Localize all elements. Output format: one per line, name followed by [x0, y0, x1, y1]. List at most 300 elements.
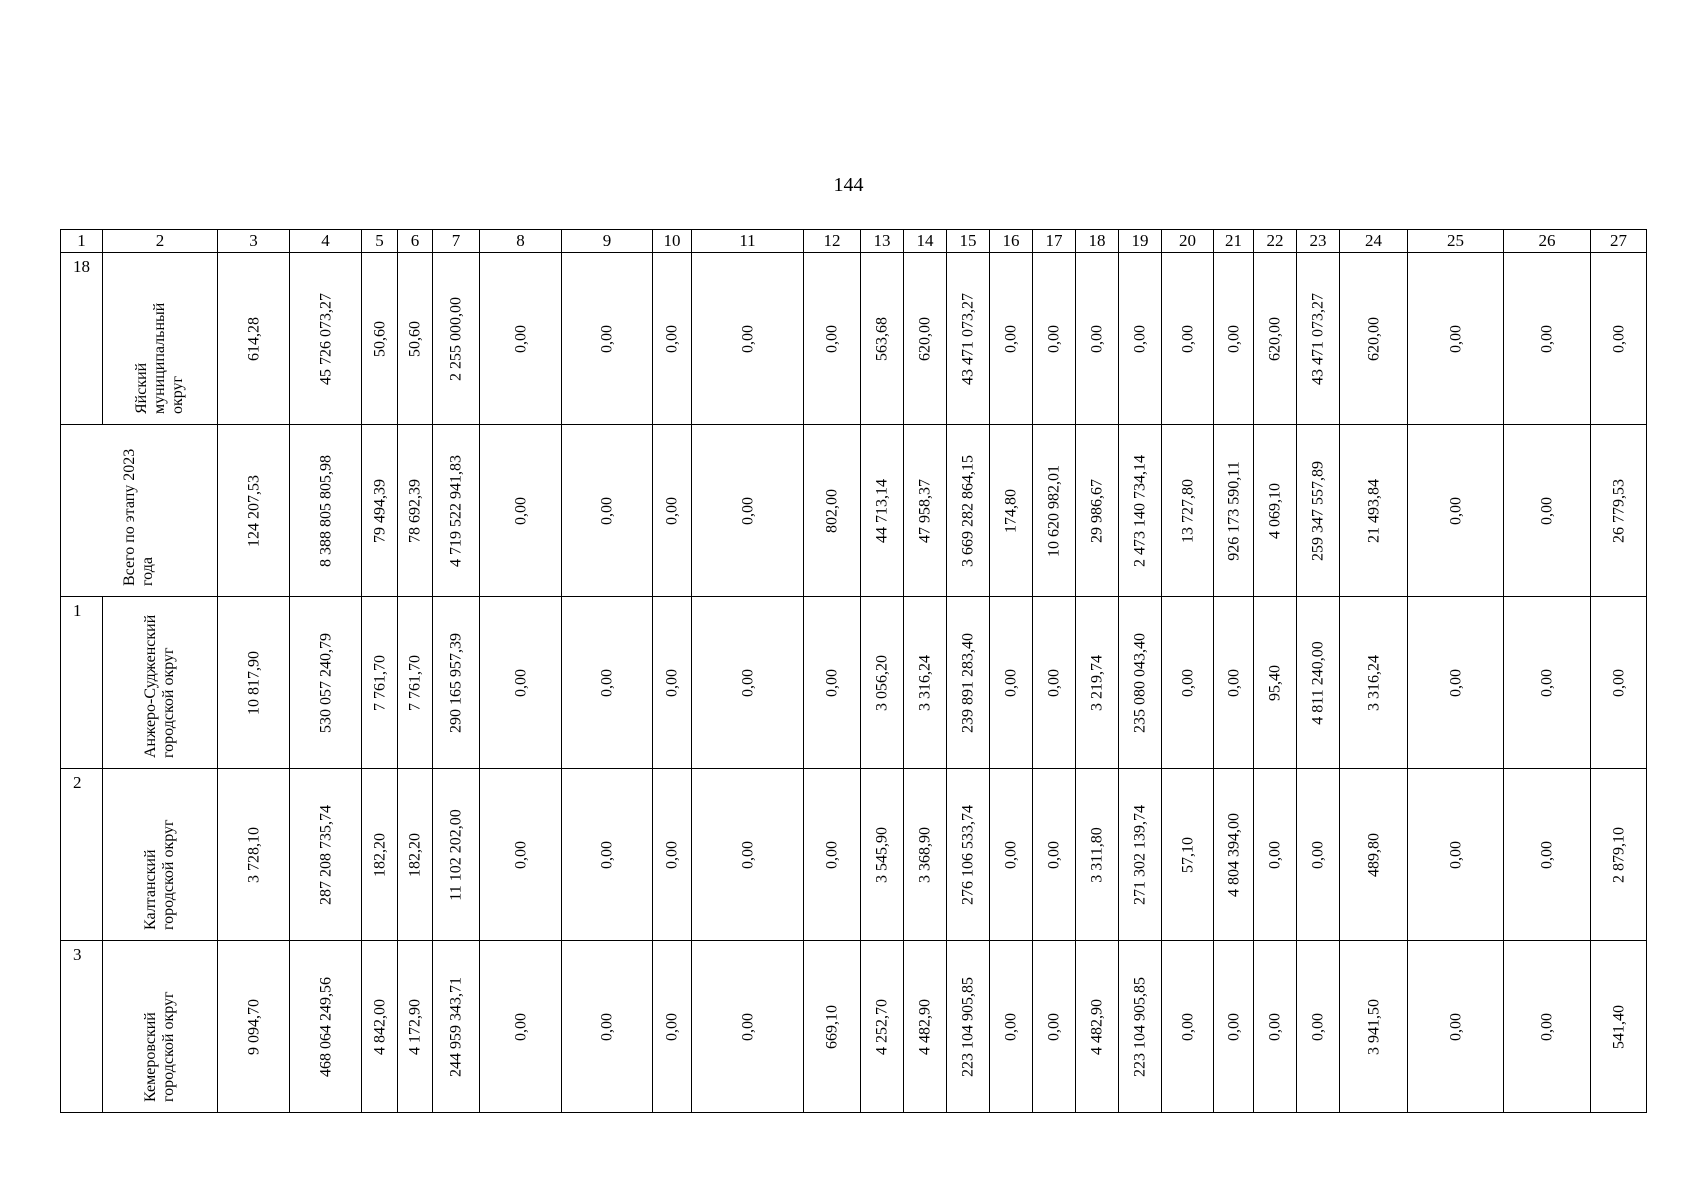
value-cell	[1162, 425, 1214, 597]
cell-value: 9 094,70	[245, 998, 262, 1055]
column-number-header: 9	[562, 230, 653, 253]
cell-value: 0,00	[1225, 668, 1242, 697]
value-cell	[990, 597, 1033, 769]
total-label: Всего по этапу 2023 года	[121, 448, 156, 586]
value-cell	[1340, 941, 1408, 1113]
cell-value: 4 069,10	[1266, 482, 1284, 539]
value-cell	[562, 597, 653, 769]
value-cell	[1408, 425, 1504, 597]
cell-value: 0,00	[1309, 840, 1327, 869]
cell-value: 2 879,10	[1610, 826, 1627, 883]
value-cell	[1591, 597, 1647, 769]
value-cell	[1408, 597, 1504, 769]
municipality-name: Калтанский городской округ	[142, 818, 177, 930]
cell-value: 223 104 905,85	[1131, 976, 1149, 1077]
cell-value: 44 713,14	[873, 478, 891, 543]
cell-value: 0,00	[1045, 324, 1063, 353]
row-number: 1	[73, 601, 82, 620]
column-number-header: 4	[290, 230, 362, 253]
cell-value: 57,10	[1179, 836, 1196, 873]
value-cell	[653, 253, 692, 425]
cell-value: 244 959 343,71	[447, 976, 465, 1077]
value-cell	[218, 941, 290, 1113]
column-number-header: 27	[1591, 230, 1647, 253]
value-cell	[1033, 941, 1076, 1113]
column-number-header: 25	[1408, 230, 1504, 253]
value-cell	[947, 425, 990, 597]
cell-value: 0,00	[1225, 324, 1242, 353]
cell-value: 614,28	[245, 316, 262, 361]
value-cell	[218, 597, 290, 769]
value-cell	[1340, 769, 1408, 941]
value-cell	[1297, 769, 1340, 941]
cell-value: 7 761,70	[406, 654, 424, 711]
value-cell	[480, 597, 562, 769]
value-cell	[1119, 769, 1162, 941]
value-cell	[562, 253, 653, 425]
column-number-header: 11	[692, 230, 804, 253]
municipality-name-cell	[103, 941, 218, 1113]
cell-value: 530 057 240,79	[317, 632, 334, 733]
value-cell	[562, 769, 653, 941]
value-cell	[692, 941, 804, 1113]
value-cell	[1504, 253, 1591, 425]
cell-value: 174,80	[1002, 488, 1020, 533]
cell-value: 0,00	[1538, 668, 1556, 697]
column-number-header: 21	[1214, 230, 1254, 253]
value-cell	[1162, 941, 1214, 1113]
cell-value: 0,00	[663, 1012, 681, 1041]
row-number: 18	[73, 257, 90, 276]
value-cell	[1033, 597, 1076, 769]
municipality-name: Кемеровский городской округ	[142, 990, 177, 1102]
cell-value: 0,00	[739, 668, 756, 697]
municipality-name-cell	[103, 769, 218, 941]
cell-value: 259 347 557,89	[1309, 460, 1327, 561]
value-cell	[1119, 425, 1162, 597]
column-number-header: 6	[398, 230, 433, 253]
value-cell	[1591, 425, 1647, 597]
value-cell	[1408, 253, 1504, 425]
cell-value: 0,00	[1179, 1012, 1196, 1041]
cell-value: 287 208 735,74	[317, 804, 334, 905]
value-cell	[1076, 425, 1119, 597]
value-cell	[990, 941, 1033, 1113]
value-cell	[1297, 425, 1340, 597]
table-row	[61, 597, 1647, 769]
value-cell	[362, 941, 398, 1113]
municipality-name-cell	[103, 597, 218, 769]
value-cell	[218, 769, 290, 941]
value-cell	[1119, 597, 1162, 769]
row-number-cell	[61, 253, 103, 425]
cell-value: 4 811 240,00	[1309, 640, 1327, 725]
cell-value: 95,40	[1266, 664, 1284, 701]
cell-value: 0,00	[1179, 324, 1196, 353]
value-cell	[904, 425, 947, 597]
column-number-header: 20	[1162, 230, 1214, 253]
cell-value: 0,00	[739, 840, 756, 869]
value-cell	[904, 253, 947, 425]
value-cell	[692, 253, 804, 425]
cell-value: 124 207,53	[245, 474, 262, 547]
cell-value: 50,60	[406, 320, 424, 357]
value-cell	[433, 941, 480, 1113]
value-cell	[1214, 941, 1254, 1113]
municipality-name-cell	[103, 253, 218, 425]
cell-value: 0,00	[1179, 668, 1196, 697]
column-number-header: 24	[1340, 230, 1408, 253]
value-cell	[480, 941, 562, 1113]
value-cell	[433, 425, 480, 597]
cell-value: 0,00	[598, 1012, 616, 1041]
cell-value: 620,00	[916, 316, 934, 361]
data-table	[60, 229, 1647, 1113]
cell-value: 0,00	[1045, 840, 1063, 869]
cell-value: 0,00	[1309, 1012, 1327, 1041]
column-number-header: 2	[103, 230, 218, 253]
cell-value: 29 986,67	[1088, 478, 1106, 543]
value-cell	[1504, 941, 1591, 1113]
value-cell	[362, 425, 398, 597]
cell-value: 0,00	[1225, 1012, 1242, 1041]
cell-value: 0,00	[1538, 496, 1556, 525]
cell-value: 3 316,24	[916, 654, 934, 711]
cell-value: 78 692,39	[406, 478, 424, 543]
value-cell	[562, 941, 653, 1113]
value-cell	[1033, 425, 1076, 597]
cell-value: 2 255 000,00	[447, 296, 465, 381]
cell-value: 0,00	[739, 324, 756, 353]
cell-value: 0,00	[1538, 1012, 1556, 1041]
municipality-name: Яйский муниципальный округ	[133, 302, 186, 414]
value-cell	[362, 769, 398, 941]
cell-value: 669,10	[823, 1004, 841, 1049]
value-cell	[1591, 941, 1647, 1113]
cell-value: 0,00	[598, 496, 616, 525]
value-cell	[1340, 253, 1408, 425]
cell-value: 0,00	[663, 324, 681, 353]
cell-value: 0,00	[1538, 324, 1556, 353]
value-cell	[218, 425, 290, 597]
value-cell	[1591, 769, 1647, 941]
row-number-cell	[61, 769, 103, 941]
value-cell	[1214, 253, 1254, 425]
value-cell	[904, 597, 947, 769]
cell-value: 0,00	[1447, 840, 1464, 869]
value-cell	[861, 597, 904, 769]
cell-value: 0,00	[1266, 1012, 1284, 1041]
value-cell	[1297, 253, 1340, 425]
value-cell	[398, 597, 433, 769]
value-cell	[1504, 425, 1591, 597]
cell-value: 0,00	[1002, 1012, 1020, 1041]
column-number-header: 22	[1254, 230, 1297, 253]
column-number-header: 7	[433, 230, 480, 253]
cell-value: 926 173 590,11	[1225, 460, 1242, 561]
column-number-header: 3	[218, 230, 290, 253]
value-cell	[398, 253, 433, 425]
cell-value: 271 302 139,74	[1131, 804, 1149, 905]
cell-value: 0,00	[1447, 668, 1464, 697]
cell-value: 0,00	[1538, 840, 1556, 869]
page-number: 144	[833, 174, 864, 196]
value-cell	[1297, 597, 1340, 769]
value-cell	[398, 941, 433, 1113]
value-cell	[290, 597, 362, 769]
value-cell	[290, 941, 362, 1113]
cell-value: 43 471 073,27	[959, 292, 977, 385]
cell-value: 8 388 805 805,98	[317, 454, 334, 567]
cell-value: 182,20	[406, 832, 424, 877]
cell-value: 0,00	[598, 840, 616, 869]
cell-value: 290 165 957,39	[447, 632, 465, 733]
value-cell	[1504, 597, 1591, 769]
value-cell	[904, 769, 947, 941]
value-cell	[692, 425, 804, 597]
cell-value: 2 473 140 734,14	[1131, 454, 1149, 567]
column-number-header: 15	[947, 230, 990, 253]
cell-value: 802,00	[823, 488, 841, 533]
value-cell	[1408, 941, 1504, 1113]
column-number-header: 14	[904, 230, 947, 253]
value-cell	[692, 597, 804, 769]
value-cell	[861, 769, 904, 941]
value-cell	[480, 253, 562, 425]
value-cell	[804, 597, 861, 769]
cell-value: 620,00	[1266, 316, 1284, 361]
municipality-name: Анжеро-Судженский городской округ	[142, 614, 177, 758]
value-cell	[947, 769, 990, 941]
value-cell	[804, 941, 861, 1113]
cell-value: 223 104 905,85	[959, 976, 977, 1077]
cell-value: 276 106 533,74	[959, 804, 977, 905]
value-cell	[1119, 941, 1162, 1113]
value-cell	[1076, 941, 1119, 1113]
cell-value: 13 727,80	[1179, 478, 1196, 543]
table-row	[61, 425, 1647, 597]
cell-value: 0,00	[1002, 668, 1020, 697]
cell-value: 0,00	[1447, 324, 1464, 353]
cell-value: 620,00	[1365, 316, 1382, 361]
cell-value: 21 493,84	[1365, 478, 1382, 543]
cell-value: 0,00	[1045, 1012, 1063, 1041]
cell-value: 45 726 073,27	[317, 292, 334, 385]
value-cell	[861, 425, 904, 597]
cell-value: 0,00	[823, 840, 841, 869]
value-cell	[1254, 597, 1297, 769]
cell-value: 0,00	[823, 324, 841, 353]
cell-value: 563,68	[873, 316, 891, 361]
cell-value: 239 891 283,40	[959, 632, 977, 733]
cell-value: 47 958,37	[916, 478, 934, 543]
column-number-header: 26	[1504, 230, 1591, 253]
value-cell	[290, 253, 362, 425]
column-number-header: 8	[480, 230, 562, 253]
cell-value: 0,00	[663, 840, 681, 869]
value-cell	[990, 769, 1033, 941]
value-cell	[1162, 769, 1214, 941]
cell-value: 4 252,70	[873, 998, 891, 1055]
value-cell	[362, 597, 398, 769]
cell-value: 3 056,20	[873, 654, 891, 711]
value-cell	[1408, 769, 1504, 941]
cell-value: 3 219,74	[1088, 654, 1106, 711]
column-number-header: 19	[1119, 230, 1162, 253]
cell-value: 0,00	[663, 496, 681, 525]
cell-value: 4 804 394,00	[1225, 812, 1242, 897]
value-cell	[947, 941, 990, 1113]
cell-value: 0,00	[1610, 668, 1627, 697]
row-number-cell	[61, 941, 103, 1113]
value-cell	[1162, 253, 1214, 425]
value-cell	[1033, 769, 1076, 941]
cell-value: 0,00	[1002, 840, 1020, 869]
column-number-header: 23	[1297, 230, 1340, 253]
column-number-header: 13	[861, 230, 904, 253]
value-cell	[433, 769, 480, 941]
value-cell	[1214, 425, 1254, 597]
table-row	[61, 253, 1647, 425]
cell-value: 0,00	[1002, 324, 1020, 353]
cell-value: 0,00	[512, 496, 529, 525]
value-cell	[861, 253, 904, 425]
value-cell	[1254, 769, 1297, 941]
cell-value: 0,00	[512, 324, 529, 353]
cell-value: 0,00	[1131, 324, 1149, 353]
column-number-header: 5	[362, 230, 398, 253]
column-number-header: 18	[1076, 230, 1119, 253]
cell-value: 3 368,90	[916, 826, 934, 883]
value-cell	[804, 769, 861, 941]
value-cell	[653, 941, 692, 1113]
value-cell	[1076, 253, 1119, 425]
value-cell	[804, 253, 861, 425]
cell-value: 0,00	[1045, 668, 1063, 697]
cell-value: 0,00	[512, 1012, 529, 1041]
cell-value: 0,00	[663, 668, 681, 697]
column-number-header: 10	[653, 230, 692, 253]
value-cell	[653, 769, 692, 941]
cell-value: 3 669 282 864,15	[959, 454, 977, 567]
cell-value: 4 842,00	[371, 998, 388, 1055]
cell-value: 489,80	[1365, 832, 1382, 877]
cell-value: 235 080 043,40	[1131, 632, 1149, 733]
value-cell	[362, 253, 398, 425]
value-cell	[990, 425, 1033, 597]
value-cell	[398, 769, 433, 941]
value-cell	[1033, 253, 1076, 425]
cell-value: 0,00	[1088, 324, 1106, 353]
column-number-header: 16	[990, 230, 1033, 253]
value-cell	[1297, 941, 1340, 1113]
cell-value: 4 482,90	[916, 998, 934, 1055]
value-cell	[1254, 425, 1297, 597]
row-number-cell	[61, 597, 103, 769]
cell-value: 0,00	[739, 1012, 756, 1041]
cell-value: 0,00	[598, 668, 616, 697]
column-number-header: 1	[61, 230, 103, 253]
value-cell	[947, 597, 990, 769]
row-number: 2	[73, 773, 82, 792]
cell-value: 541,40	[1610, 1004, 1627, 1049]
value-cell	[947, 253, 990, 425]
cell-value: 0,00	[598, 324, 616, 353]
value-cell	[433, 597, 480, 769]
cell-value: 50,60	[371, 320, 388, 357]
cell-value: 4 719 522 941,83	[447, 454, 465, 567]
value-cell	[480, 425, 562, 597]
cell-value: 3 311,80	[1088, 826, 1106, 883]
value-cell	[904, 941, 947, 1113]
column-number-header: 17	[1033, 230, 1076, 253]
cell-value: 0,00	[1447, 496, 1464, 525]
table-row	[61, 941, 1647, 1113]
cell-value: 4 172,90	[406, 998, 424, 1055]
cell-value: 468 064 249,56	[317, 976, 334, 1077]
value-cell	[653, 597, 692, 769]
value-cell	[990, 253, 1033, 425]
cell-value: 10 817,90	[245, 650, 262, 715]
value-cell	[562, 425, 653, 597]
column-number-header: 12	[804, 230, 861, 253]
value-cell	[480, 769, 562, 941]
table-header-row	[61, 230, 1647, 253]
value-cell	[692, 769, 804, 941]
value-cell	[1119, 253, 1162, 425]
cell-value: 0,00	[739, 496, 756, 525]
value-cell	[1591, 253, 1647, 425]
value-cell	[861, 941, 904, 1113]
value-cell	[433, 253, 480, 425]
value-cell	[218, 253, 290, 425]
value-cell	[1504, 769, 1591, 941]
cell-value: 0,00	[1447, 1012, 1464, 1041]
row-number: 3	[73, 945, 82, 964]
value-cell	[1340, 425, 1408, 597]
value-cell	[1076, 597, 1119, 769]
cell-value: 79 494,39	[371, 478, 388, 543]
value-cell	[1162, 597, 1214, 769]
cell-value: 26 779,53	[1610, 478, 1627, 543]
value-cell	[398, 425, 433, 597]
cell-value: 7 761,70	[371, 654, 388, 711]
value-cell	[653, 425, 692, 597]
cell-value: 3 545,90	[873, 826, 891, 883]
value-cell	[290, 425, 362, 597]
value-cell	[1254, 941, 1297, 1113]
cell-value: 10 620 982,01	[1045, 464, 1063, 557]
value-cell	[1214, 769, 1254, 941]
cell-value: 0,00	[512, 840, 529, 869]
value-cell	[290, 769, 362, 941]
value-cell	[1214, 597, 1254, 769]
cell-value: 3 728,10	[245, 826, 262, 883]
cell-value: 0,00	[1266, 840, 1284, 869]
value-cell	[804, 425, 861, 597]
cell-value: 0,00	[823, 668, 841, 697]
cell-value: 11 102 202,00	[447, 808, 465, 901]
value-cell	[1076, 769, 1119, 941]
cell-value: 3 941,50	[1365, 998, 1382, 1055]
cell-value: 3 316,24	[1365, 654, 1382, 711]
cell-value: 4 482,90	[1088, 998, 1106, 1055]
value-cell	[1254, 253, 1297, 425]
cell-value: 182,20	[371, 832, 388, 877]
cell-value: 0,00	[512, 668, 529, 697]
cell-value: 43 471 073,27	[1309, 292, 1327, 385]
table-row	[61, 769, 1647, 941]
